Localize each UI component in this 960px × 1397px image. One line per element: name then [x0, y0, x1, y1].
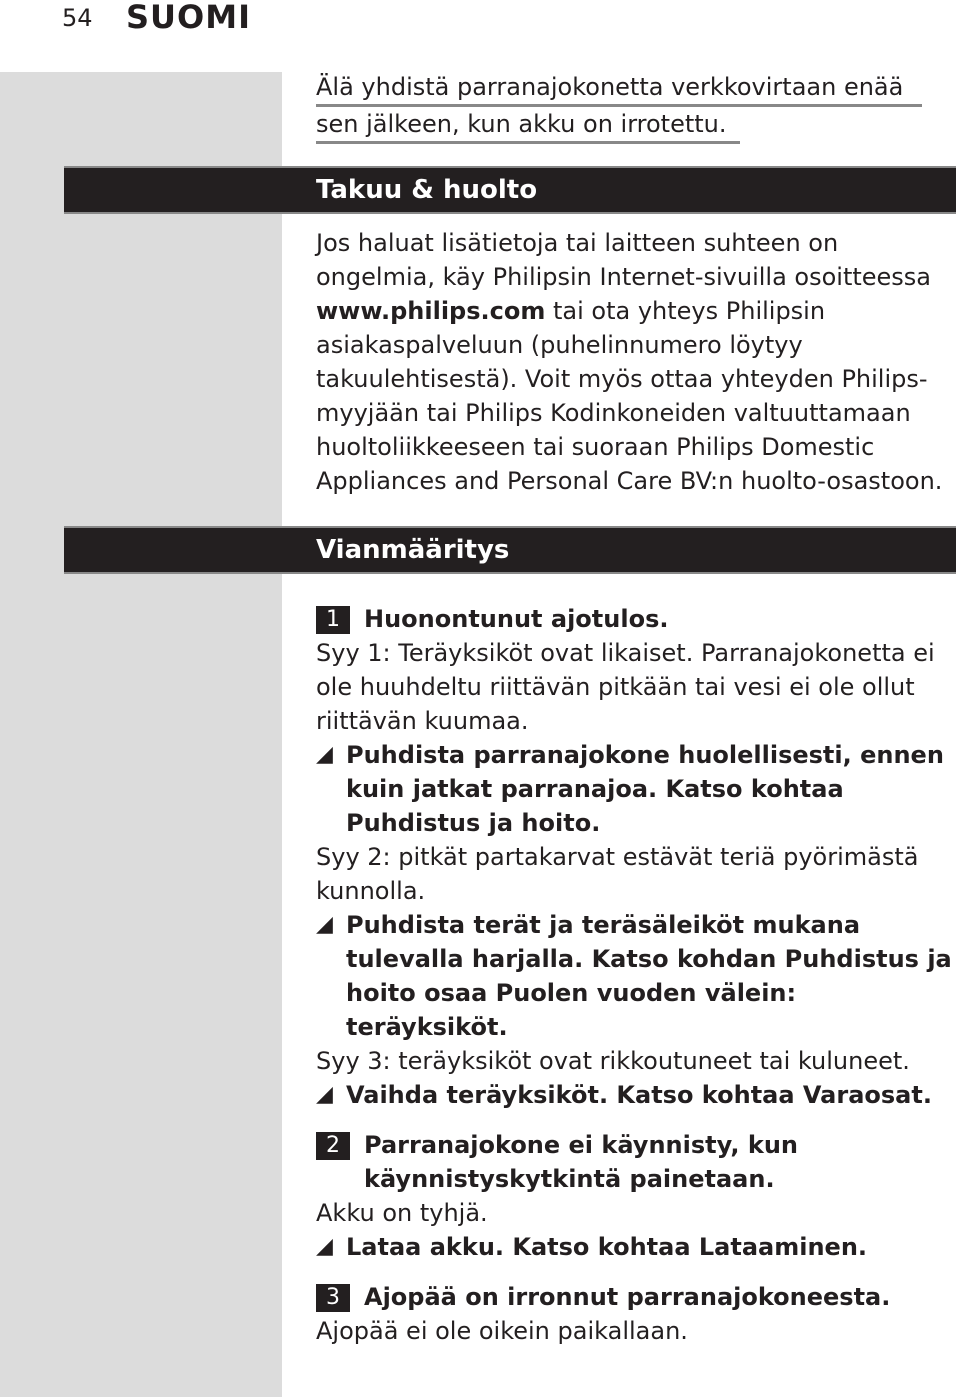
warning-note: [316, 70, 956, 144]
bullet-icon: ◢: [316, 1082, 333, 1107]
problem-1-solution-1: [316, 738, 956, 840]
section-title-troubleshooting: Vianmääritys: [316, 535, 510, 565]
philips-url[interactable]: www.philips.com: [316, 297, 546, 325]
language-heading: SUOMI: [126, 0, 251, 36]
troubleshooting-list: [316, 602, 956, 1348]
problem-2-title: Parranajokone ei käynnisty, kun käynnistyskytkintä painetaan.: [364, 1131, 798, 1193]
problem-number-2: 2: [316, 1132, 350, 1160]
section-title-guarantee: Takuu & huolto: [316, 175, 538, 205]
guarantee-paragraph: [316, 226, 956, 498]
problem-1-solution-3: [316, 1078, 956, 1112]
problem-2-cause: Akku on tyhjä.: [316, 1199, 488, 1227]
problem-3-title: Ajopää on irronnut parranajokoneesta.: [364, 1283, 891, 1311]
warning-line-1: Älä yhdistä parranajokonetta verkkovirtaan enää: [316, 70, 922, 107]
problem-number-3: 3: [316, 1284, 350, 1312]
problem-3: [316, 1280, 956, 1314]
guarantee-text-2: tai ota yhteys Philipsin asiakaspalveluun (puhelinnumero löytyy takuulehtisestä). Voit myös ottaa yhteyden Philips-myyjään tai Philips Kodinkoneiden valtuuttamaan huoltoliikkeeseen tai suoraan Philips Domestic Appliances and Personal Care BV:n huolto-osastoon.: [316, 297, 943, 495]
problem-2-solution: [316, 1230, 956, 1264]
page-number: 54: [62, 4, 93, 32]
solution-text: Vaihda teräyksiköt. Katso kohtaa Varaosat.: [346, 1081, 932, 1109]
problem-3-cause: Ajopää ei ole oikein paikallaan.: [316, 1317, 688, 1345]
problem-1-title: Huonontunut ajotulos.: [364, 605, 669, 633]
solution-text: Puhdista terät ja teräsäleiköt mukana tulevalla harjalla. Katso kohdan Puhdistus ja hoito osaa Puolen vuoden välein: teräyksiköt.: [346, 911, 952, 1041]
bullet-icon: ◢: [316, 1234, 333, 1259]
solution-text: Lataa akku. Katso kohtaa Lataaminen.: [346, 1233, 868, 1261]
page-header: [0, 0, 960, 40]
problem-2: [316, 1128, 956, 1196]
bullet-icon: ◢: [316, 742, 333, 767]
page-sidebar-band: [0, 72, 282, 1397]
bullet-icon: ◢: [316, 912, 333, 937]
problem-1-cause-3: Syy 3: teräyksiköt ovat rikkoutuneet tai kuluneet.: [316, 1047, 910, 1075]
problem-1-solution-2: [316, 908, 956, 1044]
problem-1-cause-1: Syy 1: Teräyksiköt ovat likaiset. Parranajokonetta ei ole huuhdeltu riittävän pitkään tai vesi ei ole ollut riittävän kuumaa.: [316, 639, 935, 735]
warning-line-2: sen jälkeen, kun akku on irrotettu.: [316, 107, 740, 144]
problem-number-1: 1: [316, 606, 350, 634]
problem-1: [316, 602, 956, 636]
guarantee-text-1: Jos haluat lisätietoja tai laitteen suhteen on ongelmia, käy Philipsin Internet-sivuilla osoitteessa: [316, 229, 932, 291]
problem-1-cause-2: Syy 2: pitkät partakarvat estävät teriä pyörimästä kunnolla.: [316, 843, 919, 905]
section-bar-guarantee: [64, 166, 956, 214]
solution-text: Puhdista parranajokone huolellisesti, ennen kuin jatkat parranajoa. Katso kohtaa Puhdistus ja hoito.: [346, 741, 944, 837]
section-bar-troubleshooting: [64, 526, 956, 574]
